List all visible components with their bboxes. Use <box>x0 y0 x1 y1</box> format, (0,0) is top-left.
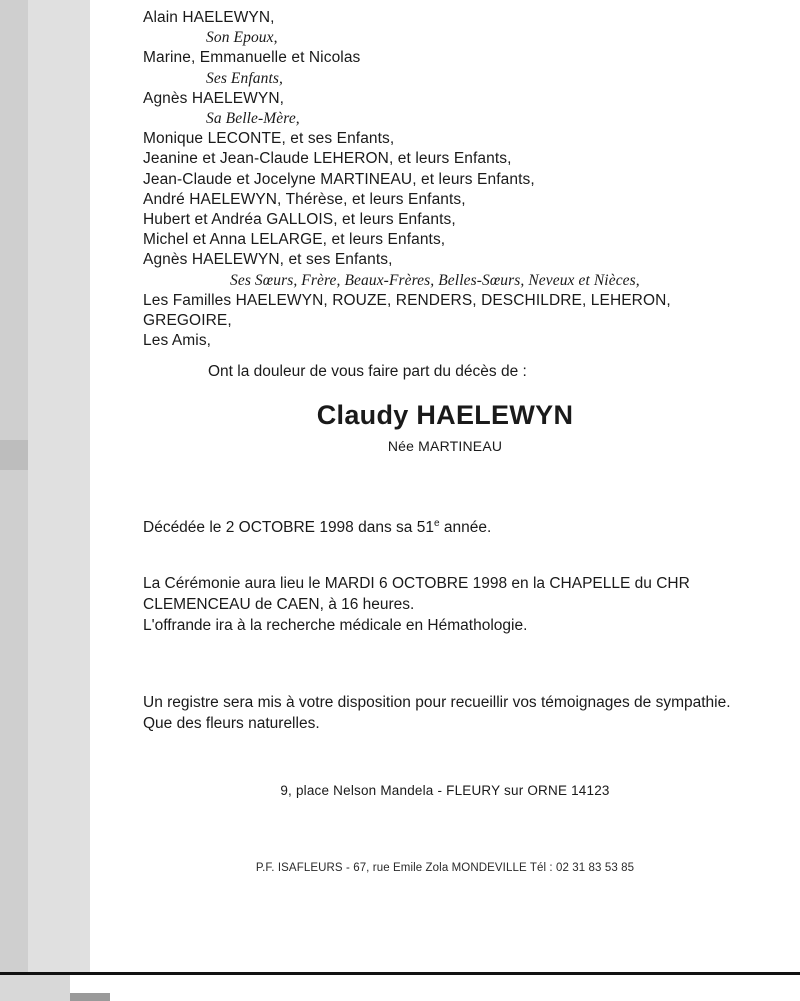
death-date-prefix: Décédée le 2 OCTOBRE 1998 dans sa 51 <box>143 519 434 537</box>
ceremony-line-1: La Cérémonie aura lieu le MARDI 6 OCTOBRE 1998 en la CHAPELLE du CHR <box>143 575 690 592</box>
family-line: Marine, Emmanuelle et Nicolas <box>143 49 361 67</box>
register-paragraph <box>143 692 783 734</box>
family-line: Les Familles HAELEWYN, ROUZE, RENDERS, DESCHILDRE, LEHERON, <box>143 291 671 309</box>
deceased-maiden-name: Née MARTINEAU <box>387 438 503 454</box>
death-date-paragraph <box>143 513 783 538</box>
scan-bottom-left <box>0 975 70 1001</box>
family-line: André HAELEWYN, Thérèse, et leurs Enfants, <box>143 190 466 208</box>
family-line: Son Epoux, <box>206 29 278 47</box>
family-line: Sa Belle-Mère, <box>206 110 300 128</box>
family-line: Alain HAELEWYN, <box>143 9 275 26</box>
family-line: Ses Sœurs, Frère, Beaux-Frères, Belles-Sœurs, Neveux et Nièces, <box>230 271 640 289</box>
scan-bottom-edge <box>0 972 800 1001</box>
ceremony-line-2: CLEMENCEAU de CAEN, à 16 heures. <box>143 596 415 613</box>
funeral-home-credit: P.F. ISAFLEURS - 67, rue Emile Zola MONDEVILLE Tél : 02 31 83 53 85 <box>255 862 635 874</box>
register-line-1: Un registre sera mis à votre disposition pour recueillir vos témoignages de sympathie. <box>143 694 731 711</box>
family-list <box>143 8 763 351</box>
scan-bottom-mark <box>70 993 110 1001</box>
death-date-ordinal: e <box>433 518 440 529</box>
scan-left-shadow <box>0 0 28 975</box>
scan-artifact <box>0 440 28 470</box>
family-line: Jean-Claude et Jocelyne MARTINEAU, et leurs Enfants, <box>143 170 535 188</box>
death-date-suffix: année. <box>439 519 492 537</box>
family-line: Michel et Anna LELARGE, et leurs Enfants, <box>143 231 446 249</box>
death-notice-card <box>90 0 800 975</box>
family-line: Agnès HAELEWYN, et ses Enfants, <box>143 251 393 269</box>
family-line: Jeanine et Jean-Claude LEHERON, et leurs Enfants, <box>143 150 512 168</box>
family-line: GREGOIRE, <box>143 312 232 330</box>
register-line-2: Que des fleurs naturelles. <box>143 715 320 732</box>
ceremony-line-3: L'offrande ira à la recherche médicale en Hémathologie. <box>143 617 528 634</box>
deceased-name: Claudy HAELEWYN <box>316 400 574 430</box>
family-line: Agnès HAELEWYN, <box>143 89 285 107</box>
address-text: 9, place Nelson Mandela - FLEURY sur ORNE 14123 <box>280 783 610 798</box>
ceremony-paragraph <box>143 573 783 636</box>
announcement-text: Ont la douleur de vous faire part du décès de : <box>208 363 527 380</box>
family-line: Ses Enfants, <box>206 69 283 87</box>
family-line: Les Amis, <box>143 332 212 350</box>
family-line: Hubert et Andréa GALLOIS, et leurs Enfants, <box>143 211 456 229</box>
scan-left-margin <box>28 0 90 975</box>
family-line: Monique LECONTE, et ses Enfants, <box>143 130 395 148</box>
